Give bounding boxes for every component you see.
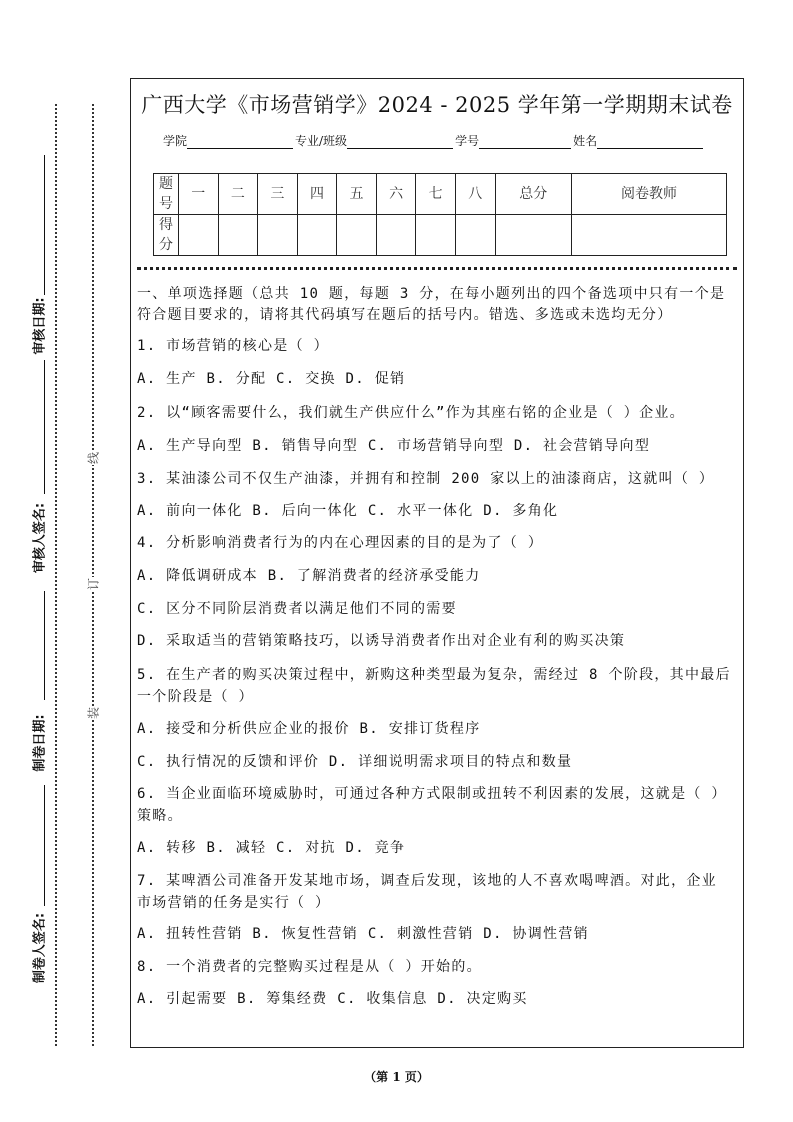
exam-title: 广西大学《市场营销学》2024 - 2025 学年第一学期期末试卷 xyxy=(141,93,733,117)
major-class-field[interactable] xyxy=(347,136,453,149)
score-cell[interactable] xyxy=(337,215,377,256)
page-number: （第 1 页） xyxy=(364,1070,429,1084)
dotted-separator xyxy=(137,267,737,270)
question-line: 6. 当企业面临环境威胁时，可通过各种方式限制或扭转不利因素的发展，这就是（ ） xyxy=(137,786,727,802)
student-id-label: 学号 xyxy=(455,134,480,148)
answer-options-line: A. 生产 B. 分配 C. 交换 D. 促销 xyxy=(137,371,406,387)
answer-options-line: A. 扭转性营销 B. 恢复性营销 C. 刺激性营销 D. 协调性营销 xyxy=(137,926,589,942)
cell-header: 八 xyxy=(455,174,495,215)
student-info-row xyxy=(163,132,705,149)
question-line: 策略。 xyxy=(137,808,183,824)
question-line: 8. 一个消费者的完整购买过程是从（ ）开始的。 xyxy=(137,959,482,975)
score-cell[interactable] xyxy=(416,215,456,256)
answer-options-line: A. 前向一体化 B. 后向一体化 C. 水平一体化 D. 多角化 xyxy=(137,503,559,519)
question-line: 一个阶段是（ ） xyxy=(137,689,254,705)
major-class-label: 专业/班级 xyxy=(295,134,348,148)
college-label: 学院 xyxy=(163,134,188,148)
answer-options-line: A. 接受和分析供应企业的报价 B. 安排订货程序 xyxy=(137,721,481,737)
answer-options-line: A. 引起需要 B. 筹集经费 C. 收集信息 D. 决定购买 xyxy=(137,991,528,1007)
cell-header: 一 xyxy=(179,174,219,215)
score-cell[interactable] xyxy=(572,215,727,256)
preparer-signature-label: 制卷人签名: xyxy=(32,912,48,984)
dotted-binding-line xyxy=(92,104,94,1046)
signature-line xyxy=(44,591,45,700)
binding-mark-line: 线 xyxy=(86,451,101,465)
question-line: 5. 在生产者的购买决策过程中，新购这种类型最为复杂，需经过 8 个阶段，其中最后 xyxy=(137,667,731,683)
cell-header: 六 xyxy=(376,174,416,215)
score-cell[interactable] xyxy=(376,215,416,256)
binding-mark-staple: 订 xyxy=(86,577,101,591)
cell-header: 三 xyxy=(258,174,298,215)
answer-options-line: C. 区分不同阶层消费者以满足他们不同的需要 xyxy=(137,601,457,617)
question-line: 市场营销的任务是实行（ ） xyxy=(137,895,331,911)
dotted-cut-line xyxy=(55,104,57,1046)
answer-options-line: D. 采取适当的营销策略技巧，以诱导消费者作出对企业有利的购买决策 xyxy=(137,633,626,649)
preparation-date-label: 制卷日期: xyxy=(32,714,48,772)
score-cell[interactable] xyxy=(179,215,219,256)
cell-header: 五 xyxy=(337,174,377,215)
score-cell[interactable] xyxy=(297,215,337,256)
section-instructions-line: 符合题目要求的，请将其代码填写在题后的括号内。错选、多选或未选均无分） xyxy=(137,307,673,323)
score-table-header-row xyxy=(154,174,727,215)
question-line: 7. 某啤酒公司准备开发某地市场，调查后发现，该地的人不喜欢喝啤酒。对此，企业 xyxy=(137,873,717,889)
signature-line xyxy=(44,360,45,494)
answer-options-line: A. 生产导向型 B. 销售导向型 C. 市场营销导向型 D. 社会营销导向型 xyxy=(137,438,651,454)
answer-options-line: C. 执行情况的反馈和评价 D. 详细说明需求项目的特点和数量 xyxy=(137,754,573,770)
score-cell[interactable] xyxy=(455,215,495,256)
review-date-label: 审核日期: xyxy=(32,297,48,355)
name-field[interactable] xyxy=(597,136,703,149)
cell-header: 七 xyxy=(416,174,456,215)
signature-line xyxy=(44,155,45,295)
cell-header: 总分 xyxy=(495,174,572,215)
college-field[interactable] xyxy=(187,136,293,149)
name-label: 姓名 xyxy=(573,134,598,148)
answer-options-line: A. 降低调研成本 B. 了解消费者的经济承受能力 xyxy=(137,568,481,584)
cell-grader: 阅卷教师 xyxy=(572,174,727,215)
score-table xyxy=(153,173,727,256)
reviewer-signature-label: 审核人签名: xyxy=(32,502,48,574)
score-cell[interactable] xyxy=(495,215,572,256)
score-table-score-row xyxy=(154,215,727,256)
question-line: 2. 以“顾客需要什么，我们就生产供应什么”作为其座右铭的企业是（ ）企业。 xyxy=(137,405,685,421)
binding-mark-bind: 装 xyxy=(86,706,101,720)
cell-score-label: 得分 xyxy=(154,215,179,256)
section-instructions-line: 一、单项选择题（总共 10 题，每题 3 分，在每小题列出的四个备选项中只有一个是 xyxy=(137,286,726,302)
exam-page-frame xyxy=(130,78,744,1048)
score-cell[interactable] xyxy=(258,215,298,256)
cell-header: 四 xyxy=(297,174,337,215)
cell-question-no: 题号 xyxy=(154,174,179,215)
question-line: 4. 分析影响消费者行为的内在心理因素的目的是为了（ ） xyxy=(137,535,544,551)
signature-line xyxy=(44,785,45,906)
question-line: 3. 某油漆公司不仅生产油漆，并拥有和控制 200 家以上的油漆商店，这就叫（ ） xyxy=(137,471,715,487)
question-line: 1. 市场营销的核心是（ ） xyxy=(137,338,329,354)
cell-header: 二 xyxy=(218,174,258,215)
score-cell[interactable] xyxy=(218,215,258,256)
student-id-field[interactable] xyxy=(479,136,571,149)
answer-options-line: A. 转移 B. 减轻 C. 对抗 D. 竞争 xyxy=(137,840,406,856)
